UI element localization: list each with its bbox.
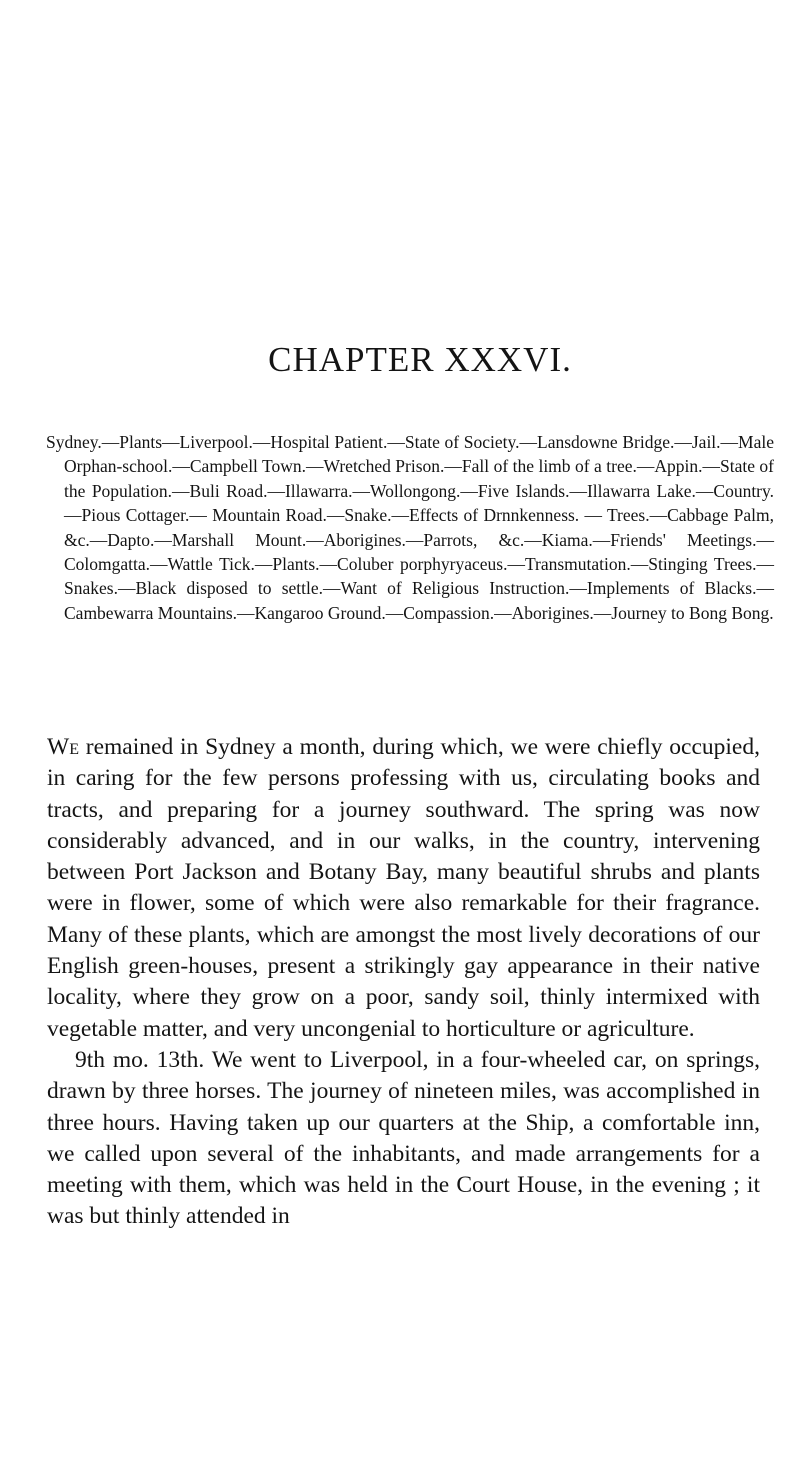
paragraph-2: 9th mo. 13th. We went to Liverpool, in a four-wheeled car, on springs, drawn by three horses. The journey of nineteen miles, was accomplished in three hours. Having taken up our quarters at the Ship, a comfortable inn, we called upon several of the inhabitants, and made arrangements for a meeting with them, which was held in the Court House, in the evening ; it was but thinly attended in xyxy=(47,1046,760,1230)
paragraph-1 xyxy=(47,732,760,1045)
paragraph-1-text: remained in Sydney a month, during which, we were chiefly occupied, in caring for the few persons professing with us, circulating books and tracts, and preparing for a journey southward. The spring was now considerably advanced, and in our walks, in the country, intervening between Port Jackson and Botany Bay, many beautiful shrubs and plants were in flower, some of which were also remarkable for their fragrance. Many of these plants, which are amongst the most lively decorations of our English green-houses, present a strikingly gay appearance in their native locality, where they grow on a poor, sandy soil, thinly intermixed with vegetable matter, and very uncongenial to horticulture or agriculture. xyxy=(47,734,760,1042)
body-text xyxy=(47,732,760,1233)
initial-letter: W xyxy=(47,734,70,760)
initial-smallcaps: e xyxy=(69,734,79,760)
chapter-title: CHAPTER XXXVI. xyxy=(268,340,572,379)
chapter-synopsis: Sydney.—Plants—Liverpool.—Hospital Patient.—State of Society.—Lansdowne Bridge.—Jail.—Male Orphan-school.—Campbell Town.—Wretched Prison.—Fall of the limb of a tree.—Appin.—State of the Population.—Buli Road.—Illawarra.—Wollongong.—Five Islands.—Illawarra Lake.—Country.—Pious Cottager.— Mountain Road.—Snake.—Effects of Drnnkenness. — Trees.—Cabbage Palm, &c.—Dapto.—Marshall Mount.—Aborigines.—Parrots, &c.—Kiama.—Friends' Meetings.—Colomgatta.—Wattle Tick.—Plants.—Coluber porphyryaceus.—Transmutation.—Stinging Trees.—Snakes.—Black disposed to settle.—Want of Religious Instruction.—Implements of Blacks.—Cambewarra Mountains.—Kangaroo Ground.—Compassion.—Aborigines.—Journey to Bong Bong. xyxy=(46,432,774,623)
